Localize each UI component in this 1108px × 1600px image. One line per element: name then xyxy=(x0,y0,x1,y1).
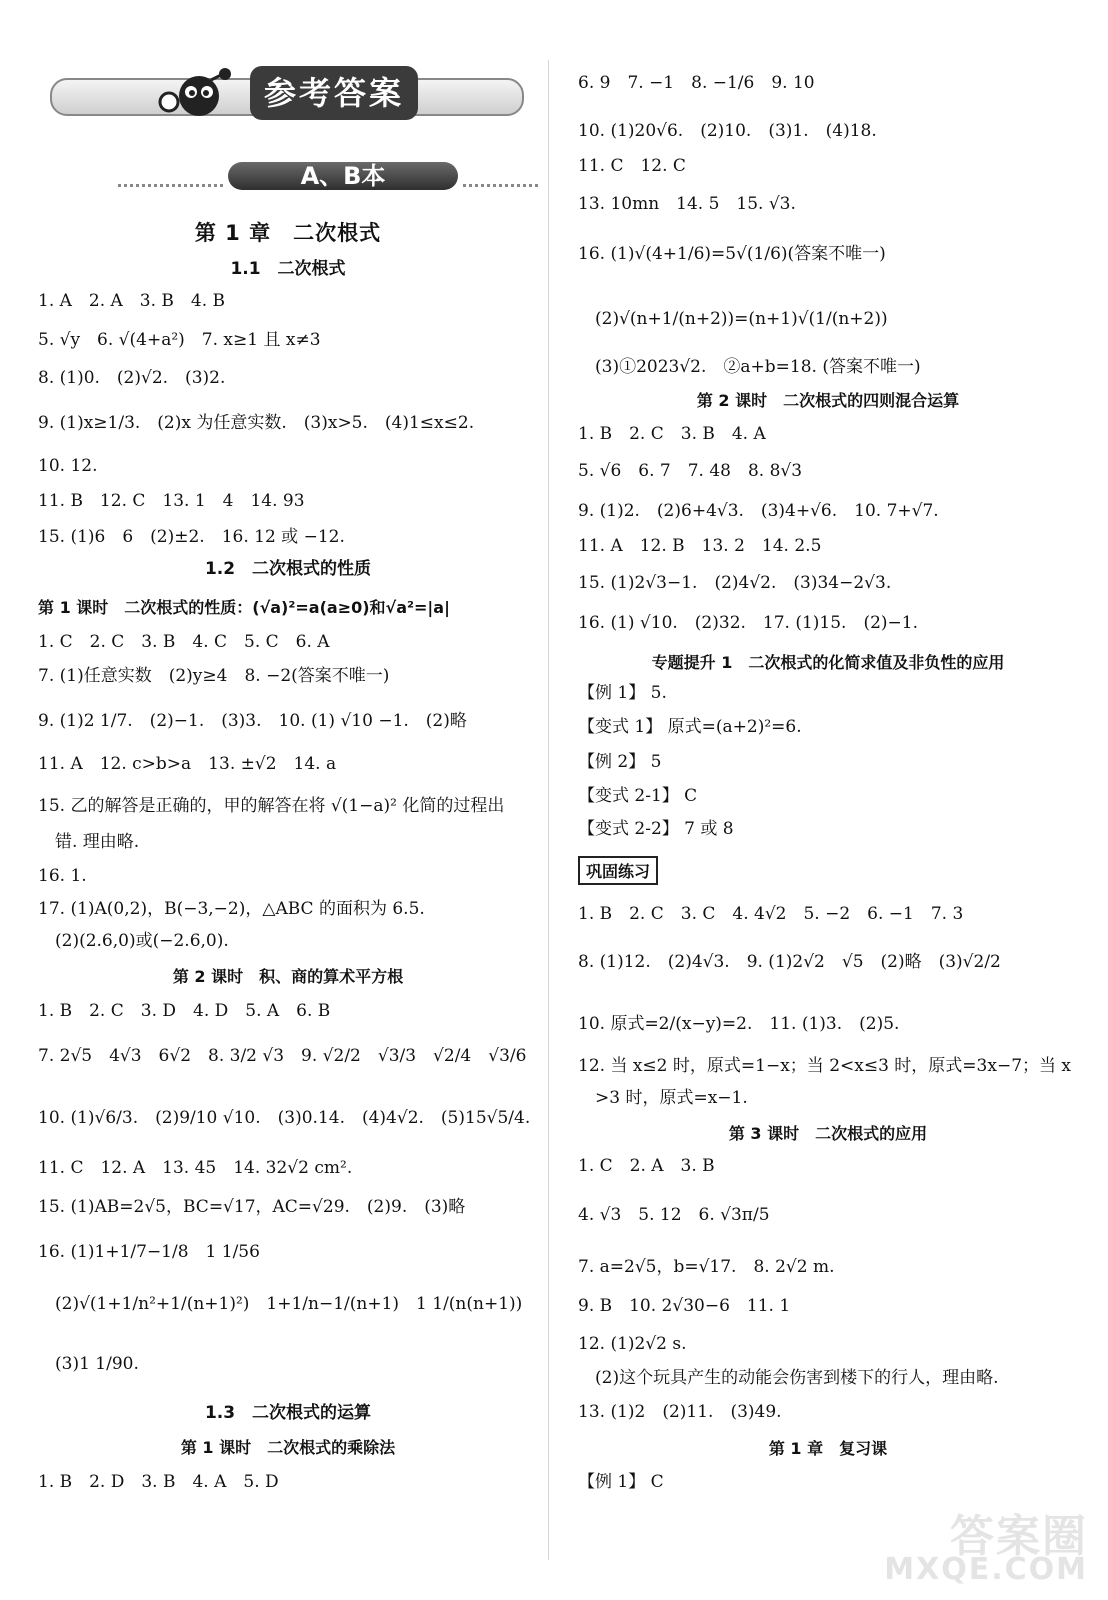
answer-banner xyxy=(50,62,520,124)
left-answer-line: 1. A 2. A 3. B 4. B xyxy=(38,291,226,311)
right-answer-line: 【变式 2-1】 C xyxy=(578,786,698,806)
left-answer-line: 16. (1)1+1/7−1/8 1 1/56 xyxy=(38,1242,260,1262)
left-answer-line: 8. (1)0. (2)√2. (3)2. xyxy=(38,368,226,388)
mascot-icon xyxy=(155,62,235,124)
right-answer-line: 11. C 12. C xyxy=(578,156,686,176)
left-answer-line: 15. (1)AB=2√5，BC=√17，AC=√29. (2)9. (3)略 xyxy=(38,1197,466,1217)
left-answer-line: 5. √y 6. √(4+a²) 7. x≥1 且 x≠3 xyxy=(38,330,321,350)
right-answer-line: 第 1 章 复习课 xyxy=(768,1439,888,1458)
left-answer-line: 第 2 课时 积、商的算术平方根 xyxy=(172,967,404,986)
right-answer-line: 16. (1) √10. (2)32. 17. (1)15. (2)−1. xyxy=(578,613,919,633)
right-answer-line: >3 时，原式=x−1. xyxy=(578,1088,748,1108)
right-answer-line: 8. (1)12. (2)4√3. 9. (1)2√2 √5 (2)略 (3)√2/2 xyxy=(578,952,1001,972)
left-answer-line: 1. B 2. D 3. B 4. A 5. D xyxy=(38,1472,279,1492)
right-answer-line: 4. √3 5. 12 6. √3π/5 xyxy=(578,1205,770,1225)
left-answer-line: (3)1 1/90. xyxy=(38,1354,139,1374)
left-answer-line: 17. (1)A(0,2)，B(−3,−2)，△ABC 的面积为 6.5. xyxy=(38,899,425,919)
right-answer-line: 12. (1)2√2 s. xyxy=(578,1334,687,1354)
left-answer-line: 1.2 二次根式的性质 xyxy=(204,559,372,579)
right-answer-line: (3)①2023√2. ②a+b=18. (答案不唯一) xyxy=(578,357,921,377)
left-answer-line: 第 1 课时 二次根式的性质：(√a)²=a(a≥0)和√a²=|a| xyxy=(38,598,450,617)
right-answer-line: 12. 当 x≤2 时，原式=1−x；当 2<x≤3 时，原式=3x−7；当 x xyxy=(578,1056,1071,1076)
right-answer-line: 【例 1】 5. xyxy=(578,683,667,703)
left-answer-line: 9. (1)x≥1/3. (2)x 为任意实数. (3)x>5. (4)1≤x≤2. xyxy=(38,413,475,433)
left-answer-line: 7. 2√5 4√3 6√2 8. 3/2 √3 9. √2/2 √3/3 √2/4 √3/6 xyxy=(38,1046,527,1066)
sub-banner xyxy=(118,162,538,192)
left-answer-line: 错. 理由略. xyxy=(38,832,140,852)
left-answer-line: 第 1 章 二次根式 xyxy=(194,221,382,245)
left-answer-line: 1.3 二次根式的运算 xyxy=(204,1403,372,1423)
column-divider xyxy=(548,60,549,1560)
banner-title: 参考答案 xyxy=(250,66,418,120)
right-answer-line: 第 2 课时 二次根式的四则混合运算 xyxy=(696,391,960,410)
right-answer-line: 1. B 2. C 3. B 4. A xyxy=(578,424,766,444)
right-answer-line: 【变式 1】 原式=(a+2)²=6. xyxy=(578,717,802,737)
right-answer-line: 16. (1)√(4+1/6)=5√(1/6)(答案不唯一) xyxy=(578,244,886,264)
right-answer-line: (2)√(n+1/(n+2))=(n+1)√(1/(n+2)) xyxy=(578,309,888,329)
consolidation-label: 巩固练习 xyxy=(578,856,658,885)
left-answer-line: 11. C 12. A 13. 45 14. 32√2 cm². xyxy=(38,1158,353,1178)
left-answer-line: 10. (1)√6/3. (2)9/10 √10. (3)0.14. (4)4√2. (5)15√5/4. xyxy=(38,1108,531,1128)
left-answer-line: 10. 12. xyxy=(38,456,98,476)
left-answer-line: 16. 1. xyxy=(38,866,87,886)
right-answer-line: 1. B 2. C 3. C 4. 4√2 5. −2 6. −1 7. 3 xyxy=(578,904,964,924)
right-answer-line: 【变式 2-2】 7 或 8 xyxy=(578,819,734,839)
watermark-url: MXQE.COM xyxy=(884,1552,1088,1587)
left-answer-line: 7. (1)任意实数 (2)y≥4 8. −2(答案不唯一) xyxy=(38,666,390,686)
left-answer-line: 15. 乙的解答是正确的，甲的解答在将 √(1−a)² 化简的过程出 xyxy=(38,796,505,816)
right-answer-line: 15. (1)2√3−1. (2)4√2. (3)34−2√3. xyxy=(578,573,892,593)
left-answer-line: 1.1 二次根式 xyxy=(230,259,346,279)
right-answer-line: 10. (1)20√6. (2)10. (3)1. (4)18. xyxy=(578,121,877,141)
watermark xyxy=(884,1492,1088,1592)
left-answer-line: 第 1 课时 二次根式的乘除法 xyxy=(180,1438,396,1457)
left-answer-line: (2)√(1+1/n²+1/(n+1)²) 1+1/n−1/(n+1) 1 1/(n(n+1)) xyxy=(38,1294,523,1314)
left-answer-line: 11. B 12. C 13. 1 4 14. 93 xyxy=(38,491,305,511)
right-answer-line: 5. √6 6. 7 7. 48 8. 8√3 xyxy=(578,461,803,481)
right-answer-line: 6. 9 7. −1 8. −1/6 9. 10 xyxy=(578,73,815,93)
left-answer-line: 1. B 2. C 3. D 4. D 5. A 6. B xyxy=(38,1001,331,1021)
watermark-logo: 答案圈 xyxy=(950,1511,1088,1562)
right-answer-line: 13. 10mn 14. 5 15. √3. xyxy=(578,194,796,214)
right-answer-line: 7. a=2√5，b=√17. 8. 2√2 m. xyxy=(578,1257,835,1277)
right-answer-line: 【例 2】 5 xyxy=(578,752,662,772)
right-answer-line: 11. A 12. B 13. 2 14. 2.5 xyxy=(578,536,822,556)
dots-left xyxy=(118,184,223,187)
sub-title: A、B本 xyxy=(228,162,458,190)
right-answer-line: 10. 原式=2/(x−y)=2. 11. (1)3. (2)5. xyxy=(578,1014,900,1034)
right-answer-line: 9. B 10. 2√30−6 11. 1 xyxy=(578,1296,791,1316)
left-answer-line: 1. C 2. C 3. B 4. C 5. C 6. A xyxy=(38,632,330,652)
right-answer-line: 第 3 课时 二次根式的应用 xyxy=(728,1124,928,1143)
right-answer-line: 13. (1)2 (2)11. (3)49. xyxy=(578,1402,782,1422)
right-answer-line: 9. (1)2. (2)6+4√3. (3)4+√6. 10. 7+√7. xyxy=(578,501,939,521)
right-answer-line: (2)这个玩具产生的动能会伤害到楼下的行人，理由略. xyxy=(578,1368,999,1388)
right-answer-line: 【例 1】 C xyxy=(578,1472,664,1492)
left-answer-line: (2)(2.6,0)或(−2.6,0). xyxy=(38,931,229,951)
left-answer-line: 9. (1)2 1/7. (2)−1. (3)3. 10. (1) √10 −1. (2)略 xyxy=(38,711,467,731)
right-answer-line: 1. C 2. A 3. B xyxy=(578,1156,715,1176)
right-answer-line: 专题提升 1 二次根式的化简求值及非负性的应用 xyxy=(651,653,1005,672)
left-answer-line: 15. (1)6 6 (2)±2. 16. 12 或 −12. xyxy=(38,527,345,547)
left-answer-line: 11. A 12. c>b>a 13. ±√2 14. a xyxy=(38,754,337,774)
dots-right xyxy=(463,184,538,187)
